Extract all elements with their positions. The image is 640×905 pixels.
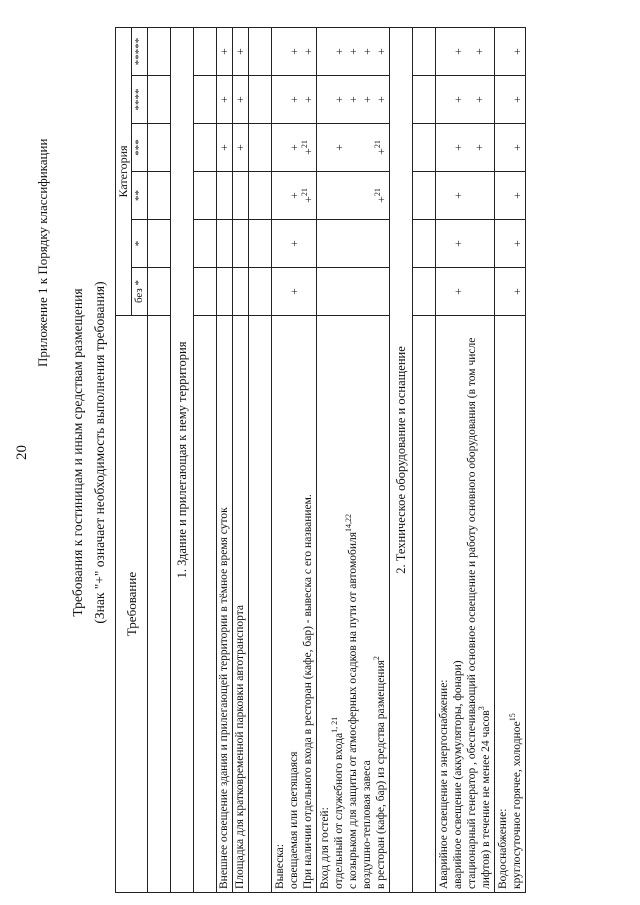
mark-cell: + <box>346 48 360 55</box>
mark-cell: + <box>510 288 524 295</box>
mark-cell: + <box>510 240 524 247</box>
mark-cell-column <box>272 268 317 316</box>
mark-cell: + <box>374 48 388 55</box>
mark-cell: + <box>374 148 388 155</box>
mark-cell: + <box>451 144 465 151</box>
mark-cell: + <box>287 48 301 55</box>
mark-cell-column <box>272 76 317 124</box>
mark-cell: + <box>472 144 486 151</box>
requirement-line-with-sup <box>465 319 493 889</box>
requirement-cell-guest-entrance <box>317 316 390 893</box>
mark-cell <box>346 271 360 312</box>
mark-cell-column <box>495 27 526 75</box>
requirement-cell-signboard <box>272 316 317 893</box>
page-number: 20 <box>14 445 30 460</box>
mark-cell: + <box>451 96 465 103</box>
mark-cell: + <box>451 48 465 55</box>
mark-cell-column <box>495 268 526 316</box>
mark-cell <box>217 268 233 316</box>
requirements-table <box>115 27 526 893</box>
requirement-line: с козырьком для защиты от атмосферных осадков на пути от автомобиля <box>347 531 359 889</box>
mark-cell <box>346 175 360 216</box>
requirement-line: аварийное освещение (аккумуляторы, фонари) <box>452 660 464 889</box>
mark-cell-column <box>317 220 390 268</box>
mark-cell <box>233 220 249 268</box>
requirement-line: воздушно-тепловая завеса <box>361 760 373 889</box>
footnote-ref: 14,22 <box>344 513 354 532</box>
mark-cell: + <box>233 27 249 75</box>
mark-cell: + <box>233 124 249 172</box>
mark-cell <box>233 172 249 220</box>
mark-cell: + <box>301 48 315 55</box>
requirement-cell-emergency-lighting <box>436 316 495 893</box>
mark-cell: + <box>510 144 524 151</box>
mark-cell: + <box>510 192 524 199</box>
blank-cell <box>148 316 171 893</box>
section-title: 2. Техническое оборудование и оснащение <box>390 27 413 892</box>
mark-cell <box>217 172 233 220</box>
category-header-0: без * <box>132 268 148 316</box>
mark-cell <box>301 223 315 264</box>
mark-cell-column <box>436 76 495 124</box>
mark-cell: + <box>451 288 465 295</box>
mark-cell-column <box>436 124 495 172</box>
category-column-header: Категория <box>116 27 132 315</box>
footnote-ref: 21 <box>300 140 309 149</box>
mark-cell: + <box>451 240 465 247</box>
mark-cell <box>332 271 346 312</box>
mark-cell: + <box>360 96 374 103</box>
mark-cell <box>360 271 374 312</box>
requirement-line: Вывеска: <box>274 844 286 889</box>
mark-cell <box>465 175 493 216</box>
category-header-2: ** <box>132 172 148 220</box>
mark-cell-column <box>495 172 526 220</box>
mark-cell <box>360 127 374 168</box>
section-title: 1. Здание и прилегающая к нему территория <box>171 27 194 892</box>
mark-cell-column <box>436 27 495 75</box>
mark-cell: + <box>346 96 360 103</box>
mark-cell: + <box>287 288 301 295</box>
mark-cell: + <box>451 192 465 199</box>
requirement-line: стационарный генератор , обеспечивающий основное освещение и работу основного оборудования (в том числе лифтов) в течение не менее 24 часов <box>466 337 492 889</box>
requirement-cell-water-supply <box>495 316 526 893</box>
mark-cell: + <box>217 124 233 172</box>
mark-cell: + <box>332 144 346 151</box>
footnote-ref: 3 <box>477 706 487 711</box>
mark-cell-with-sup <box>374 175 388 216</box>
mark-cell: + <box>374 96 388 103</box>
document-title: Требования к гостиницам и иным средствам размещения <box>70 288 85 617</box>
mark-cell-column <box>317 172 390 220</box>
mark-cell-column <box>495 220 526 268</box>
mark-cell-column <box>272 220 317 268</box>
mark-cell <box>360 175 374 216</box>
mark-cell: + <box>217 76 233 124</box>
category-header-4: **** <box>132 76 148 124</box>
mark-cell-column <box>317 124 390 172</box>
mark-cell: + <box>510 96 524 103</box>
category-header-5: ***** <box>132 27 148 75</box>
mark-cell <box>374 223 388 264</box>
requirement-line: Вход для гостей: <box>319 807 331 889</box>
category-header-3: *** <box>132 124 148 172</box>
mark-cell: + <box>233 76 249 124</box>
mark-cell-column <box>495 76 526 124</box>
mark-cell: + <box>510 48 524 55</box>
requirement-line: освещаемая или светящаяся <box>288 751 300 889</box>
mark-cell: + <box>287 240 301 247</box>
mark-cell <box>465 223 493 264</box>
mark-cell <box>374 271 388 312</box>
requirement-cell: Площадка для кратковременной парковки автотранспорта <box>233 316 249 893</box>
mark-cell-with-sup <box>374 127 388 168</box>
mark-cell <box>217 220 233 268</box>
footnote-ref: 2 <box>372 656 382 661</box>
mark-cell-column <box>272 124 317 172</box>
requirement-line-with-sup <box>510 319 524 889</box>
requirement-line-with-sup <box>374 319 388 889</box>
mark-cell <box>332 223 346 264</box>
mark-cell-column <box>495 124 526 172</box>
mark-cell <box>360 223 374 264</box>
mark-cell <box>465 271 493 312</box>
footnote-ref: 15 <box>508 713 518 722</box>
footnote-ref: 21 <box>300 188 309 197</box>
mark-cell: + <box>301 96 315 103</box>
mark-cell-with-sup <box>301 175 315 216</box>
mark-cell: + <box>217 27 233 75</box>
mark-cell: + <box>301 148 315 155</box>
mark-cell-column <box>272 27 317 75</box>
mark-cell: + <box>472 96 486 103</box>
mark-cell-with-sup <box>301 127 315 168</box>
requirement-line-with-sup <box>332 319 346 889</box>
mark-cell: + <box>287 144 301 151</box>
category-header-1: * <box>132 220 148 268</box>
footnote-ref: 21 <box>373 188 382 197</box>
mark-cell-column <box>436 268 495 316</box>
mark-cell-column <box>272 172 317 220</box>
requirement-line: Водоснабжение: <box>497 808 509 889</box>
mark-cell: + <box>472 48 486 55</box>
document-subtitle: (Знак "+" означает необходимость выполнения требования) <box>92 281 107 624</box>
appendix-note: Приложение 1 к Порядку классификации <box>35 138 50 367</box>
mark-cell-column <box>317 268 390 316</box>
mark-cell-column <box>317 76 390 124</box>
requirement-line: При наличии отдельного входа в ресторан (кафе, бар) - вывеска с его названием. <box>302 494 314 889</box>
requirement-line: круглосуточное горячее, холодное <box>511 721 523 889</box>
mark-cell <box>332 175 346 216</box>
footnote-ref: 21 <box>373 140 382 149</box>
mark-cell-column <box>436 220 495 268</box>
footnote-ref: 1, 21 <box>330 716 340 733</box>
requirement-column-header: Требование <box>116 316 148 893</box>
mark-cell: + <box>332 96 346 103</box>
requirement-line: Аварийное освещение и энергоснабжение: <box>438 679 450 889</box>
mark-cell-column <box>317 27 390 75</box>
mark-cell <box>233 268 249 316</box>
requirement-line: отдельный от служебного входа <box>333 732 345 889</box>
mark-cell: + <box>332 48 346 55</box>
requirement-line-with-sup <box>346 319 360 889</box>
requirement-line: в ресторан (кафе, бар) из средства размещения <box>375 660 387 889</box>
mark-cell-column <box>436 172 495 220</box>
mark-cell <box>301 271 315 312</box>
requirement-cell: Внешнее освещение здания и прилегающей территории в тёмное время суток <box>217 316 233 893</box>
mark-cell: + <box>301 196 315 203</box>
mark-cell: + <box>374 196 388 203</box>
mark-cell: + <box>287 96 301 103</box>
mark-cell: + <box>287 192 301 199</box>
mark-cell <box>346 223 360 264</box>
mark-cell <box>346 127 360 168</box>
mark-cell: + <box>360 48 374 55</box>
